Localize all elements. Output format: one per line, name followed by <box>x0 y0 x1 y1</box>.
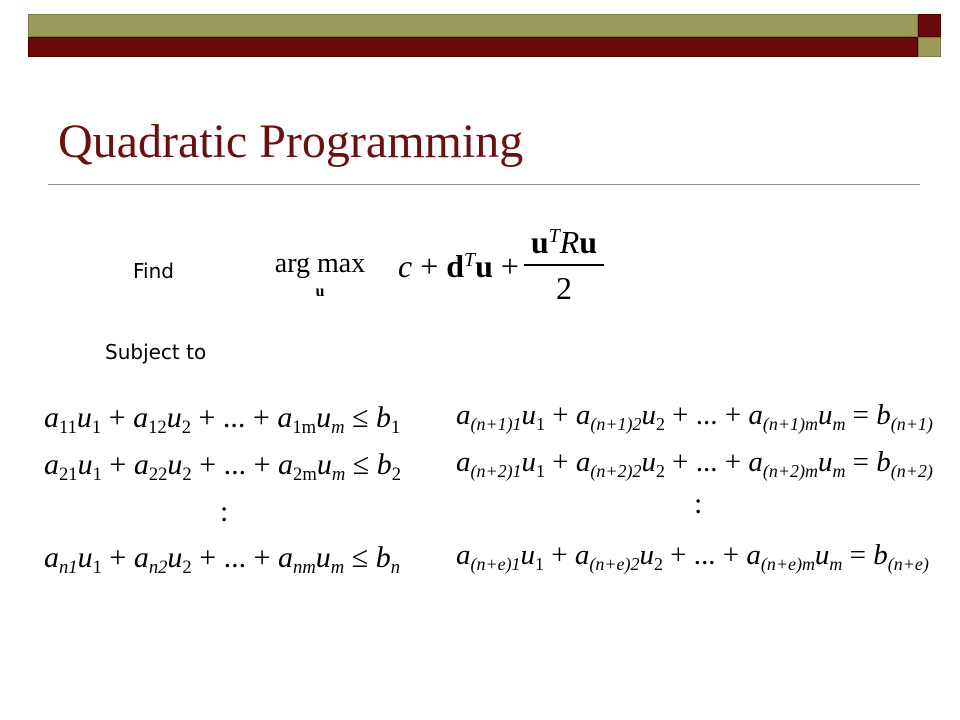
math-token: 1 <box>92 463 102 485</box>
math-token: + <box>551 539 568 571</box>
math-token: n2 <box>148 556 168 578</box>
math-token: a <box>133 448 149 481</box>
math-token: a <box>575 446 591 478</box>
math-token: u <box>167 448 183 481</box>
math-token: a <box>456 399 471 431</box>
math-token: + <box>552 399 569 431</box>
math-token: a <box>44 448 59 481</box>
math-token: 2 <box>655 460 665 481</box>
equality-row-1 <box>456 397 933 433</box>
math-token: (n+e)m <box>760 553 815 574</box>
math-token: = <box>849 539 867 571</box>
math-token: a <box>277 401 293 434</box>
math-token: (n+e)1 <box>470 553 521 574</box>
math-token: ≤ <box>352 401 369 434</box>
math-token: a <box>746 539 761 571</box>
vertical-dots-right: : <box>694 487 703 520</box>
obj-plus-2: + <box>500 248 519 284</box>
math-token: (n+e)2 <box>589 553 640 574</box>
math-token: a <box>575 399 591 431</box>
math-token: 1m <box>292 416 317 438</box>
math-token: u <box>641 399 656 431</box>
math-token: a <box>748 399 763 431</box>
math-token: u <box>315 541 331 574</box>
argmax-variable: u <box>315 283 325 300</box>
math-token: 1 <box>535 553 545 574</box>
math-token: (n+1)2 <box>590 413 642 434</box>
math-token: (n+e) <box>887 553 929 574</box>
math-token: = <box>852 446 870 478</box>
fraction-denominator: 2 <box>556 270 572 306</box>
math-token: (n+1)1 <box>470 413 522 434</box>
num-u2: u <box>579 224 598 260</box>
objective-quadratic-fraction <box>524 224 604 306</box>
math-token: + ... + <box>198 401 270 434</box>
math-token: 2 <box>182 463 192 485</box>
math-token: u <box>166 401 182 434</box>
math-token: (n+2)2 <box>590 460 642 481</box>
math-token: 12 <box>148 416 167 438</box>
math-token: b <box>376 401 392 434</box>
math-token: n1 <box>59 556 78 578</box>
math-token: u <box>817 446 833 478</box>
math-token: 2 <box>181 416 192 438</box>
math-token: u <box>641 446 656 478</box>
math-token: a <box>44 541 59 574</box>
header-square-red <box>918 14 941 37</box>
math-token: m <box>829 553 843 574</box>
math-token: + <box>109 448 127 481</box>
header-band-olive <box>28 14 918 37</box>
math-token: u <box>814 539 830 571</box>
math-token: b <box>876 399 891 431</box>
objective-linear-part <box>398 248 519 284</box>
math-token: + ... + <box>670 539 740 571</box>
math-token: + ... + <box>672 446 742 478</box>
math-token: a <box>133 401 149 434</box>
find-label: Find <box>133 259 174 283</box>
obj-d: d <box>446 248 465 284</box>
math-token: a <box>574 539 590 571</box>
math-token: (n+2) <box>890 460 933 481</box>
math-token: 2m <box>293 463 317 485</box>
math-token: u <box>167 541 183 574</box>
math-token: 11 <box>59 416 77 438</box>
math-token: 2 <box>182 556 192 578</box>
math-token: + <box>552 446 569 478</box>
math-token: m <box>331 416 345 438</box>
math-token: (n+2)1 <box>470 460 522 481</box>
obj-d-transpose: T <box>464 249 476 272</box>
obj-u: u <box>475 248 493 284</box>
math-token: u <box>521 446 537 478</box>
vertical-dots-left: : <box>220 495 229 528</box>
header-square-olive <box>918 37 941 57</box>
math-token: a <box>456 446 471 478</box>
title-divider <box>48 184 920 185</box>
math-token: m <box>331 463 346 485</box>
math-token: + ... + <box>199 541 271 574</box>
math-token: a <box>456 539 471 571</box>
math-token: + <box>109 541 127 574</box>
math-token: a <box>748 446 763 478</box>
math-token: u <box>316 401 332 434</box>
num-r: R <box>559 224 580 260</box>
equality-row-2 <box>456 444 933 480</box>
inequality-row-n <box>44 540 400 576</box>
math-token: u <box>77 448 93 481</box>
math-token: (n+1) <box>890 413 933 434</box>
inequality-row-1 <box>44 400 400 436</box>
math-token: u <box>521 399 537 431</box>
math-token: u <box>316 448 332 481</box>
math-token: a <box>278 448 294 481</box>
math-token: b <box>876 446 891 478</box>
math-token: = <box>852 399 870 431</box>
math-token: (n+1)m <box>762 413 818 434</box>
math-token: ≤ <box>352 448 370 481</box>
obj-plus-1: + <box>420 248 439 284</box>
argmax-operator: arg max <box>274 248 366 279</box>
math-token: 2 <box>653 553 663 574</box>
obj-c: c <box>398 248 413 284</box>
math-token: 2 <box>655 413 665 434</box>
fraction-numerator <box>524 224 604 260</box>
math-token: b <box>375 541 391 574</box>
math-token: 21 <box>59 463 78 485</box>
math-token: b <box>873 539 888 571</box>
math-token: nm <box>293 556 316 578</box>
equality-row-e <box>456 537 929 573</box>
math-token: ≤ <box>351 541 369 574</box>
math-token: 1 <box>391 416 401 438</box>
math-token: a <box>44 401 59 434</box>
math-token: m <box>832 413 846 434</box>
math-token: (n+2)m <box>762 460 818 481</box>
math-token: u <box>817 399 833 431</box>
slide-title: Quadratic Programming <box>58 115 524 168</box>
math-token: m <box>330 556 345 578</box>
math-token: u <box>639 539 654 571</box>
math-token: n <box>390 556 400 578</box>
fraction-bar <box>524 264 604 266</box>
num-transpose: T <box>548 225 560 248</box>
math-token: 22 <box>148 463 168 485</box>
math-token: u <box>77 541 93 574</box>
math-token: + <box>108 401 126 434</box>
math-token: 1 <box>91 416 102 438</box>
math-token: + ... + <box>199 448 271 481</box>
inequality-row-2 <box>44 447 401 483</box>
math-token: 1 <box>536 460 546 481</box>
header-band-red <box>28 37 918 57</box>
subject-to-label: Subject to <box>105 340 207 364</box>
math-token: a <box>133 541 149 574</box>
num-u: u <box>530 224 549 260</box>
math-token: u <box>76 401 92 434</box>
math-token: m <box>832 460 846 481</box>
math-token: 1 <box>536 413 546 434</box>
math-token: 2 <box>391 463 402 485</box>
math-token: u <box>520 539 536 571</box>
math-token: 1 <box>92 556 102 578</box>
math-token: a <box>278 541 294 574</box>
math-token: b <box>376 448 392 481</box>
math-token: + ... + <box>672 399 742 431</box>
